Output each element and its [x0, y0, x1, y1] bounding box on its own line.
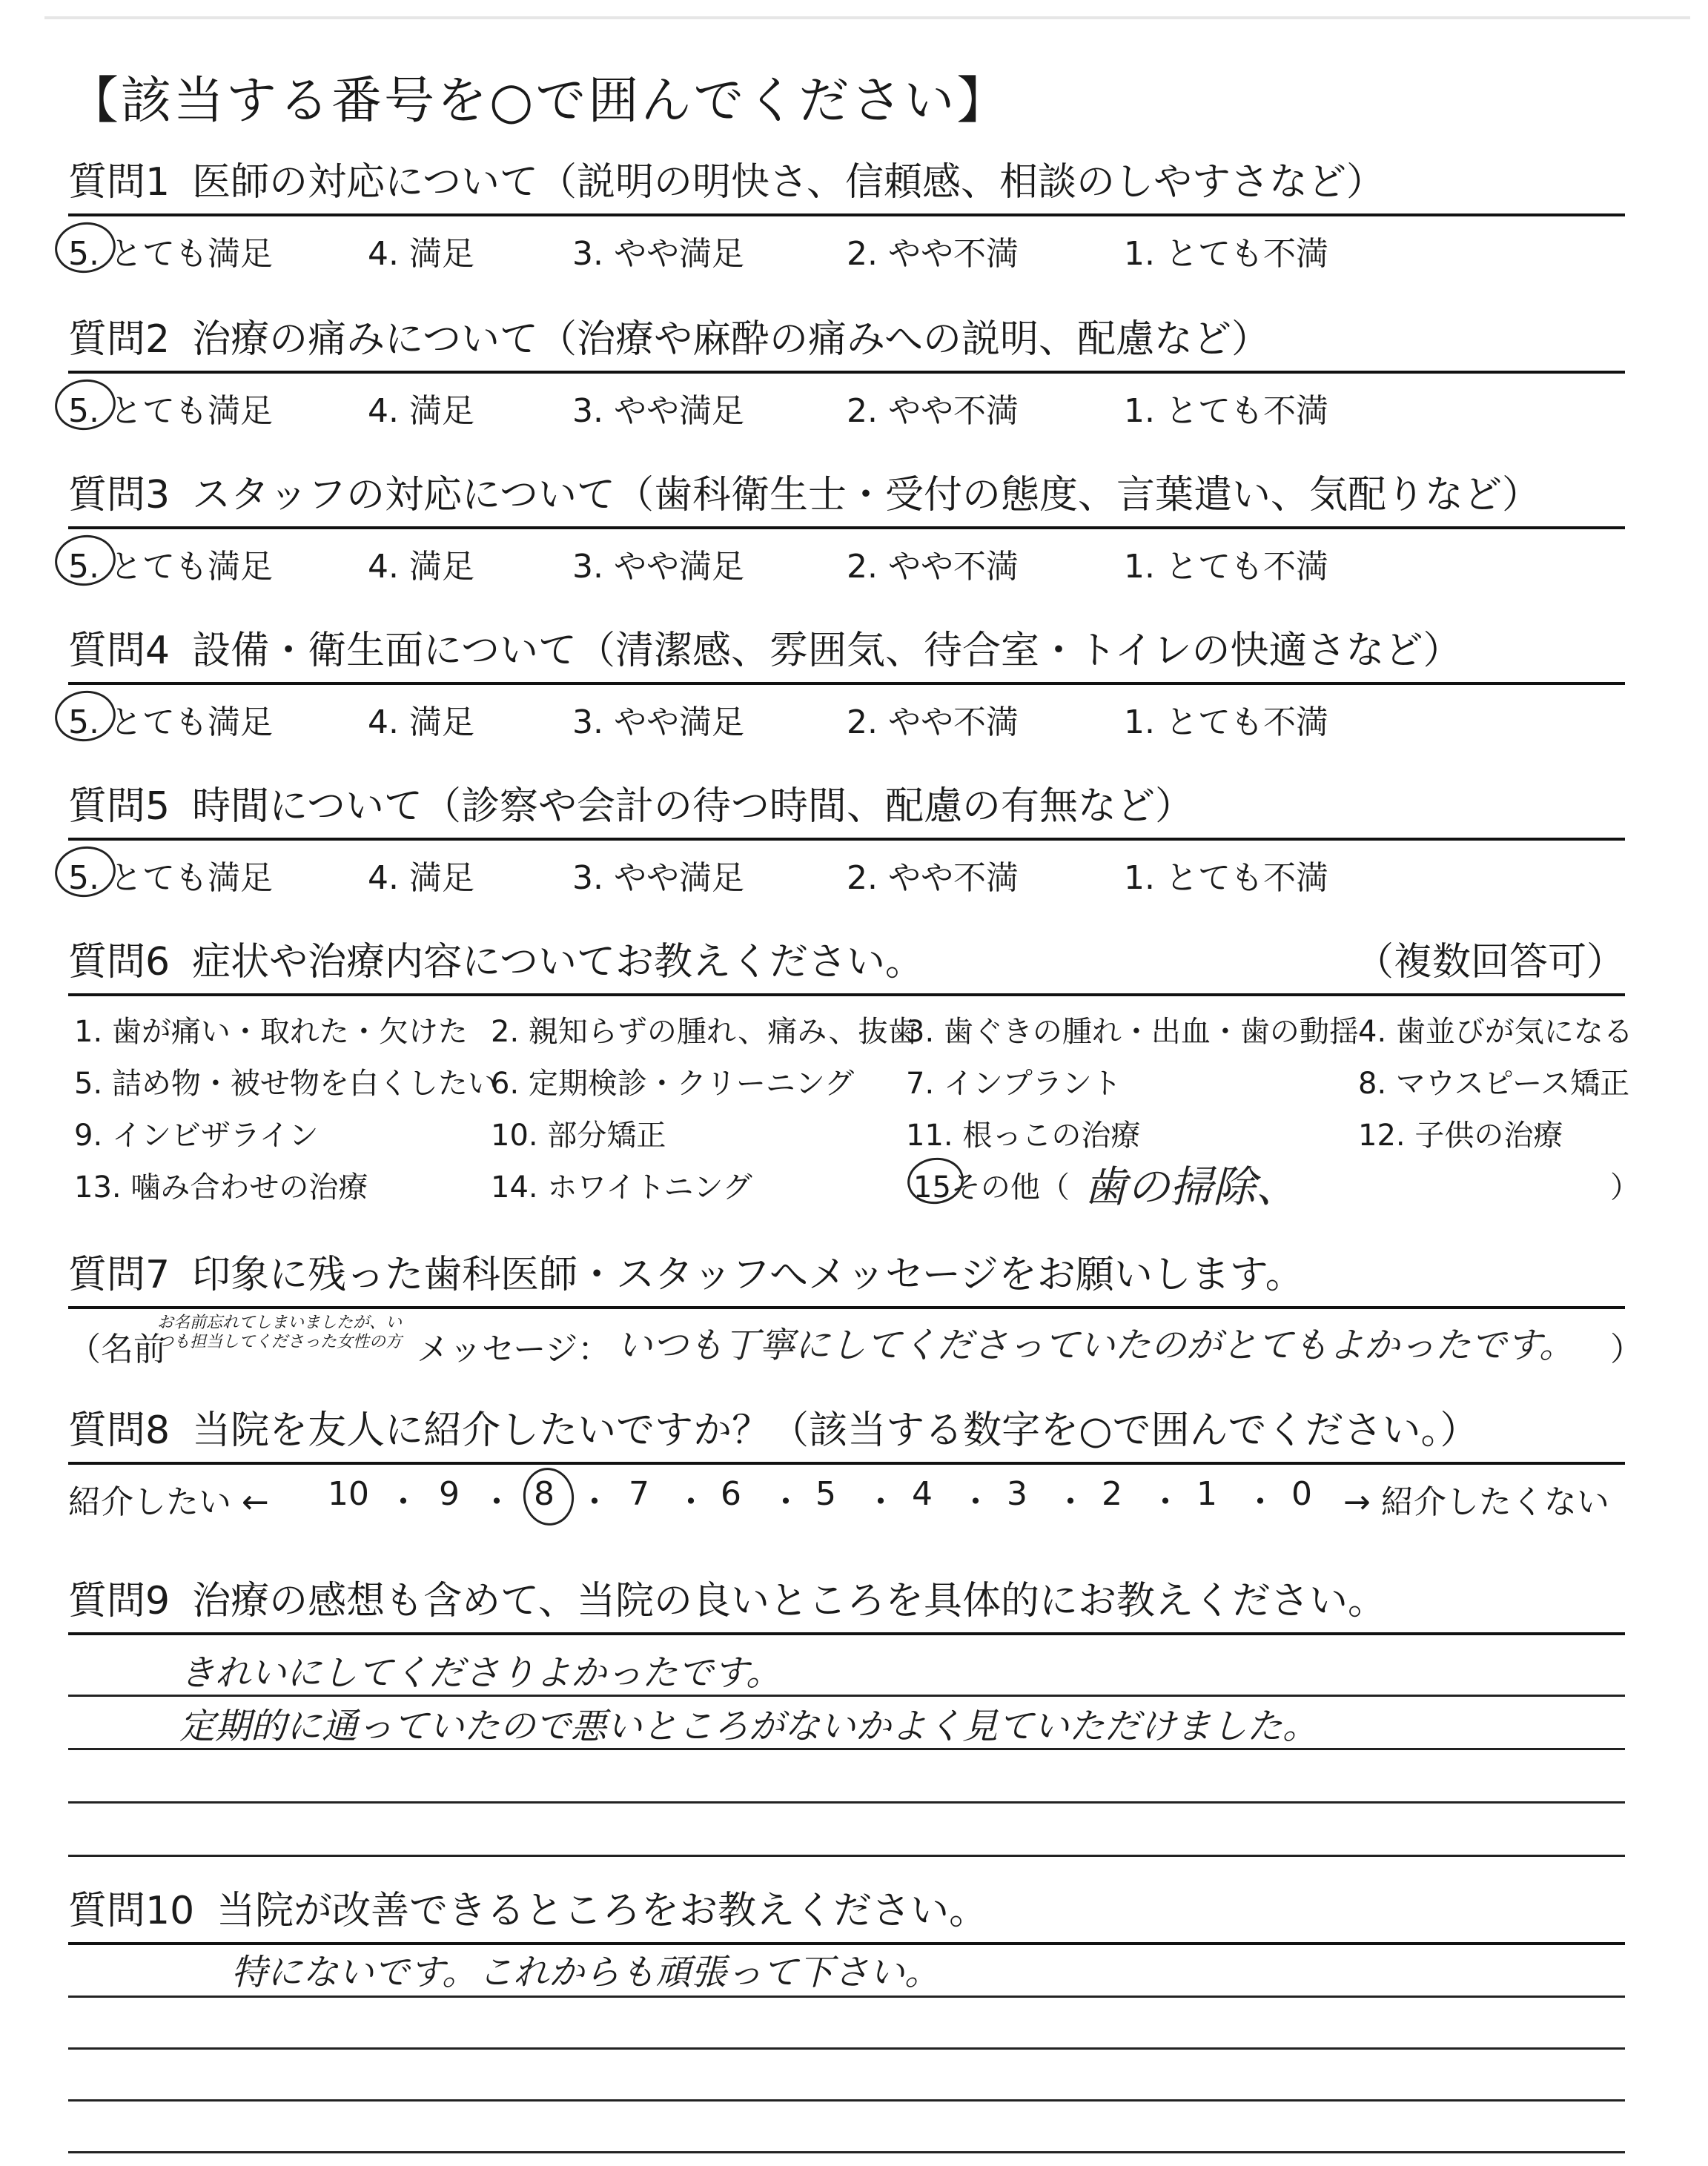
- question-10: [68, 1889, 1625, 2166]
- q5-scale: [68, 851, 1625, 895]
- q8-number: 質問8: [68, 1408, 171, 1453]
- q8-value-2[interactable]: 2: [1102, 1475, 1122, 1513]
- q6-number: 質問6: [68, 940, 171, 984]
- q1-number: 質問1: [68, 160, 171, 205]
- q6-option-6[interactable]: 6. 定期検診・クリーニング: [491, 1067, 855, 1101]
- q3-number: 質問3: [68, 473, 171, 517]
- q2-option-4[interactable]: 4. 満足: [368, 392, 474, 430]
- q6-option-9[interactable]: 9. インビザライン: [74, 1119, 319, 1153]
- scan-top-edge: [44, 16, 1690, 19]
- q2-option-2[interactable]: 2. やや不満: [847, 392, 1019, 430]
- q7-name-handwritten: お名前忘れてしまいましたが、いつも担当してくださった女性の方: [157, 1314, 403, 1351]
- q6-other-handwritten: 歯の掃除、: [1084, 1162, 1300, 1212]
- q6-option-14[interactable]: 14. ホワイトニング: [491, 1170, 752, 1205]
- q6-option-2[interactable]: 2. 親知らずの腫れ、痛み、抜歯: [491, 1015, 918, 1049]
- q3-option-4[interactable]: 4. 満足: [368, 548, 474, 586]
- q9-number: 質問9: [68, 1579, 171, 1623]
- q5-number: 質問5: [68, 784, 171, 829]
- q8-value-9[interactable]: 9: [439, 1475, 460, 1513]
- question-8: [68, 1408, 1625, 1527]
- q2-option-1[interactable]: 1. とても不満: [1124, 392, 1328, 430]
- q6-options-grid: [68, 1008, 1640, 1216]
- q2-option-5[interactable]: 5. とても満足: [68, 384, 273, 431]
- question-2: [68, 317, 1625, 428]
- question-3: [68, 473, 1625, 584]
- q8-right-label: → 紹介したくない: [1343, 1483, 1609, 1521]
- q8-value-0[interactable]: 0: [1291, 1475, 1312, 1513]
- q8-sep: ・: [480, 1483, 513, 1521]
- q8-value-1[interactable]: 1: [1196, 1475, 1217, 1513]
- q8-value-4[interactable]: 4: [912, 1475, 933, 1513]
- q6-option-10[interactable]: 10. 部分矯正: [491, 1119, 666, 1153]
- answer-line: [68, 1855, 1625, 1857]
- q8-text: 当院を友人に紹介したいですか？（該当する数字を○で囲んでください。）: [192, 1408, 1479, 1453]
- question-1: [68, 160, 1625, 271]
- q1-text: 医師の対応について（説明の明快さ、信頼感、相談のしやすさなど）: [192, 160, 1385, 205]
- q8-sep: ・: [578, 1483, 611, 1521]
- q1-option-4[interactable]: 4. 満足: [368, 235, 474, 273]
- answer-line: [68, 1996, 1625, 1998]
- q8-sep: ・: [1149, 1483, 1182, 1521]
- q4-scale: [68, 695, 1625, 740]
- q3-scale: [68, 540, 1625, 584]
- question-6: [68, 940, 1640, 1216]
- q8-sep: ・: [959, 1483, 992, 1521]
- q5-option-4[interactable]: 4. 満足: [368, 859, 474, 897]
- q4-text: 設備・衛生面について（清潔感、雰囲気、待合室・トイレの快適さなど）: [192, 629, 1462, 673]
- form-title: 【該当する番号を○で囲んでください】: [68, 72, 1010, 130]
- q8-value-3[interactable]: 3: [1007, 1475, 1027, 1513]
- q5-option-3[interactable]: 3. やや満足: [572, 859, 744, 897]
- q6-option-3[interactable]: 3. 歯ぐきの腫れ・出血・歯の動揺: [906, 1015, 1359, 1049]
- q8-value-6[interactable]: 6: [721, 1475, 741, 1513]
- q5-option-2[interactable]: 2. やや不満: [847, 859, 1019, 897]
- q6-text: 症状や治療内容についてお教えください。: [192, 940, 924, 984]
- q4-number: 質問4: [68, 629, 171, 673]
- q1-option-3[interactable]: 3. やや満足: [572, 235, 744, 273]
- q6-multi-answer-note: （複数回答可）: [1354, 940, 1625, 984]
- q3-option-5[interactable]: 5. とても満足: [68, 540, 273, 587]
- q9-answer-line-1: きれいにしてくださりよかったです。: [179, 1652, 782, 1694]
- answer-line: [68, 2047, 1625, 2050]
- answer-line: [68, 2099, 1625, 2102]
- q5-text: 時間について（診察や会計の待つ時間、配慮の有無など）: [192, 784, 1194, 829]
- q1-option-2[interactable]: 2. やや不満: [847, 235, 1019, 273]
- q8-value-5[interactable]: 5: [815, 1475, 836, 1513]
- q8-sep: ・: [1244, 1483, 1277, 1521]
- question-4: [68, 629, 1625, 740]
- q2-text: 治療の痛みについて（治療や麻酔の痛みへの説明、配慮など）: [192, 317, 1271, 362]
- q7-text: 印象に残った歯科医師・スタッフへメッセージをお願いします。: [192, 1253, 1304, 1297]
- q8-sep: ・: [387, 1483, 420, 1521]
- q4-rule: [68, 682, 1625, 685]
- q8-selection-circle: [520, 1465, 577, 1529]
- q8-value-7[interactable]: 7: [629, 1475, 649, 1513]
- q9-rule: [68, 1632, 1625, 1635]
- q5-option-1[interactable]: 1. とても不満: [1124, 859, 1328, 897]
- q6-option-8[interactable]: 8. マウスピース矯正: [1358, 1067, 1630, 1101]
- q8-recommend-scale: [68, 1475, 1625, 1527]
- q8-rule: [68, 1462, 1625, 1465]
- q6-other-close-paren: ）: [1610, 1170, 1640, 1205]
- q3-text: スタッフの対応について（歯科衛生士・受付の態度、言葉遣い、気配りなど）: [192, 473, 1541, 517]
- q7-rule: [68, 1306, 1625, 1309]
- q8-value-10[interactable]: 10: [328, 1475, 369, 1513]
- q2-rule: [68, 371, 1625, 374]
- q5-option-5[interactable]: 5. とても満足: [68, 851, 273, 898]
- q1-option-1[interactable]: 1. とても不満: [1124, 235, 1328, 273]
- q4-option-2[interactable]: 2. やや不満: [847, 703, 1019, 741]
- q4-option-5[interactable]: 5. とても満足: [68, 695, 273, 743]
- q6-option-7[interactable]: 7. インプラント: [906, 1067, 1122, 1101]
- q9-answer-line-2: 定期的に通っていたので悪いところがないかよく見ていただけました。: [179, 1706, 1319, 1747]
- q7-message-line: [68, 1314, 1643, 1370]
- q6-option-5[interactable]: 5. 詰め物・被せ物を白くしたい: [74, 1067, 497, 1101]
- q1-scale: [68, 227, 1625, 271]
- q6-rule: [68, 993, 1625, 996]
- q3-option-2[interactable]: 2. やや不満: [847, 548, 1019, 586]
- answer-line: [68, 1801, 1625, 1804]
- q4-option-4[interactable]: 4. 満足: [368, 703, 474, 741]
- answer-line: [68, 2151, 1625, 2153]
- q8-sep: ・: [675, 1483, 707, 1521]
- q3-rule: [68, 526, 1625, 529]
- q10-answer-line-1: 特にないです。これからも頑張って下さい。: [231, 1952, 941, 1993]
- q2-number: 質問2: [68, 317, 171, 362]
- q8-sep: ・: [864, 1483, 897, 1521]
- q7-number: 質問7: [68, 1253, 171, 1297]
- q6-option-15[interactable]: 15その他（: [913, 1164, 1070, 1206]
- q7-message-label: メッセージ：: [417, 1331, 611, 1368]
- q2-option-3[interactable]: 3. やや満足: [572, 392, 744, 430]
- q6-option-13[interactable]: 13. 噛み合わせの治療: [74, 1170, 368, 1205]
- q4-option-1[interactable]: 1. とても不満: [1124, 703, 1328, 741]
- q7-message-handwritten: いつも丁寧にしてくださっていたのがとてもよかったです。: [617, 1325, 1575, 1366]
- q6-option-4[interactable]: 4. 歯並びが気になる: [1358, 1015, 1633, 1049]
- q10-answer-area: [68, 1952, 1625, 2166]
- q10-number: 質問10: [68, 1889, 195, 1933]
- q6-option-1[interactable]: 1. 歯が痛い・取れた・欠けた: [74, 1015, 468, 1049]
- q4-option-3[interactable]: 3. やや満足: [572, 703, 744, 741]
- q9-text: 治療の感想も含めて、当院の良いところを具体的にお教えください。: [192, 1579, 1387, 1623]
- q7-close-paren: ）: [1610, 1331, 1643, 1368]
- q7-name-label: （名前: [68, 1331, 166, 1368]
- q3-option-1[interactable]: 1. とても不満: [1124, 548, 1328, 586]
- question-7: [68, 1253, 1643, 1370]
- q10-text: 当院が改善できるところをお教えください。: [216, 1889, 988, 1933]
- q6-option-11[interactable]: 11. 根っこの治療: [906, 1119, 1141, 1153]
- q2-scale: [68, 384, 1625, 428]
- q8-left-label: 紹介したい ←: [68, 1483, 269, 1521]
- q3-option-3[interactable]: 3. やや満足: [572, 548, 744, 586]
- q9-answer-area: [68, 1649, 1625, 1871]
- question-5: [68, 784, 1625, 895]
- q6-option-12[interactable]: 12. 子供の治療: [1358, 1119, 1563, 1153]
- question-9: [68, 1579, 1625, 1871]
- q8-sep: ・: [769, 1483, 802, 1521]
- q5-rule: [68, 838, 1625, 841]
- q1-rule: [68, 213, 1625, 216]
- q1-option-5[interactable]: 5. とても満足: [68, 227, 273, 274]
- q8-sep: ・: [1054, 1483, 1087, 1521]
- q8-value-8[interactable]: 8: [534, 1475, 555, 1513]
